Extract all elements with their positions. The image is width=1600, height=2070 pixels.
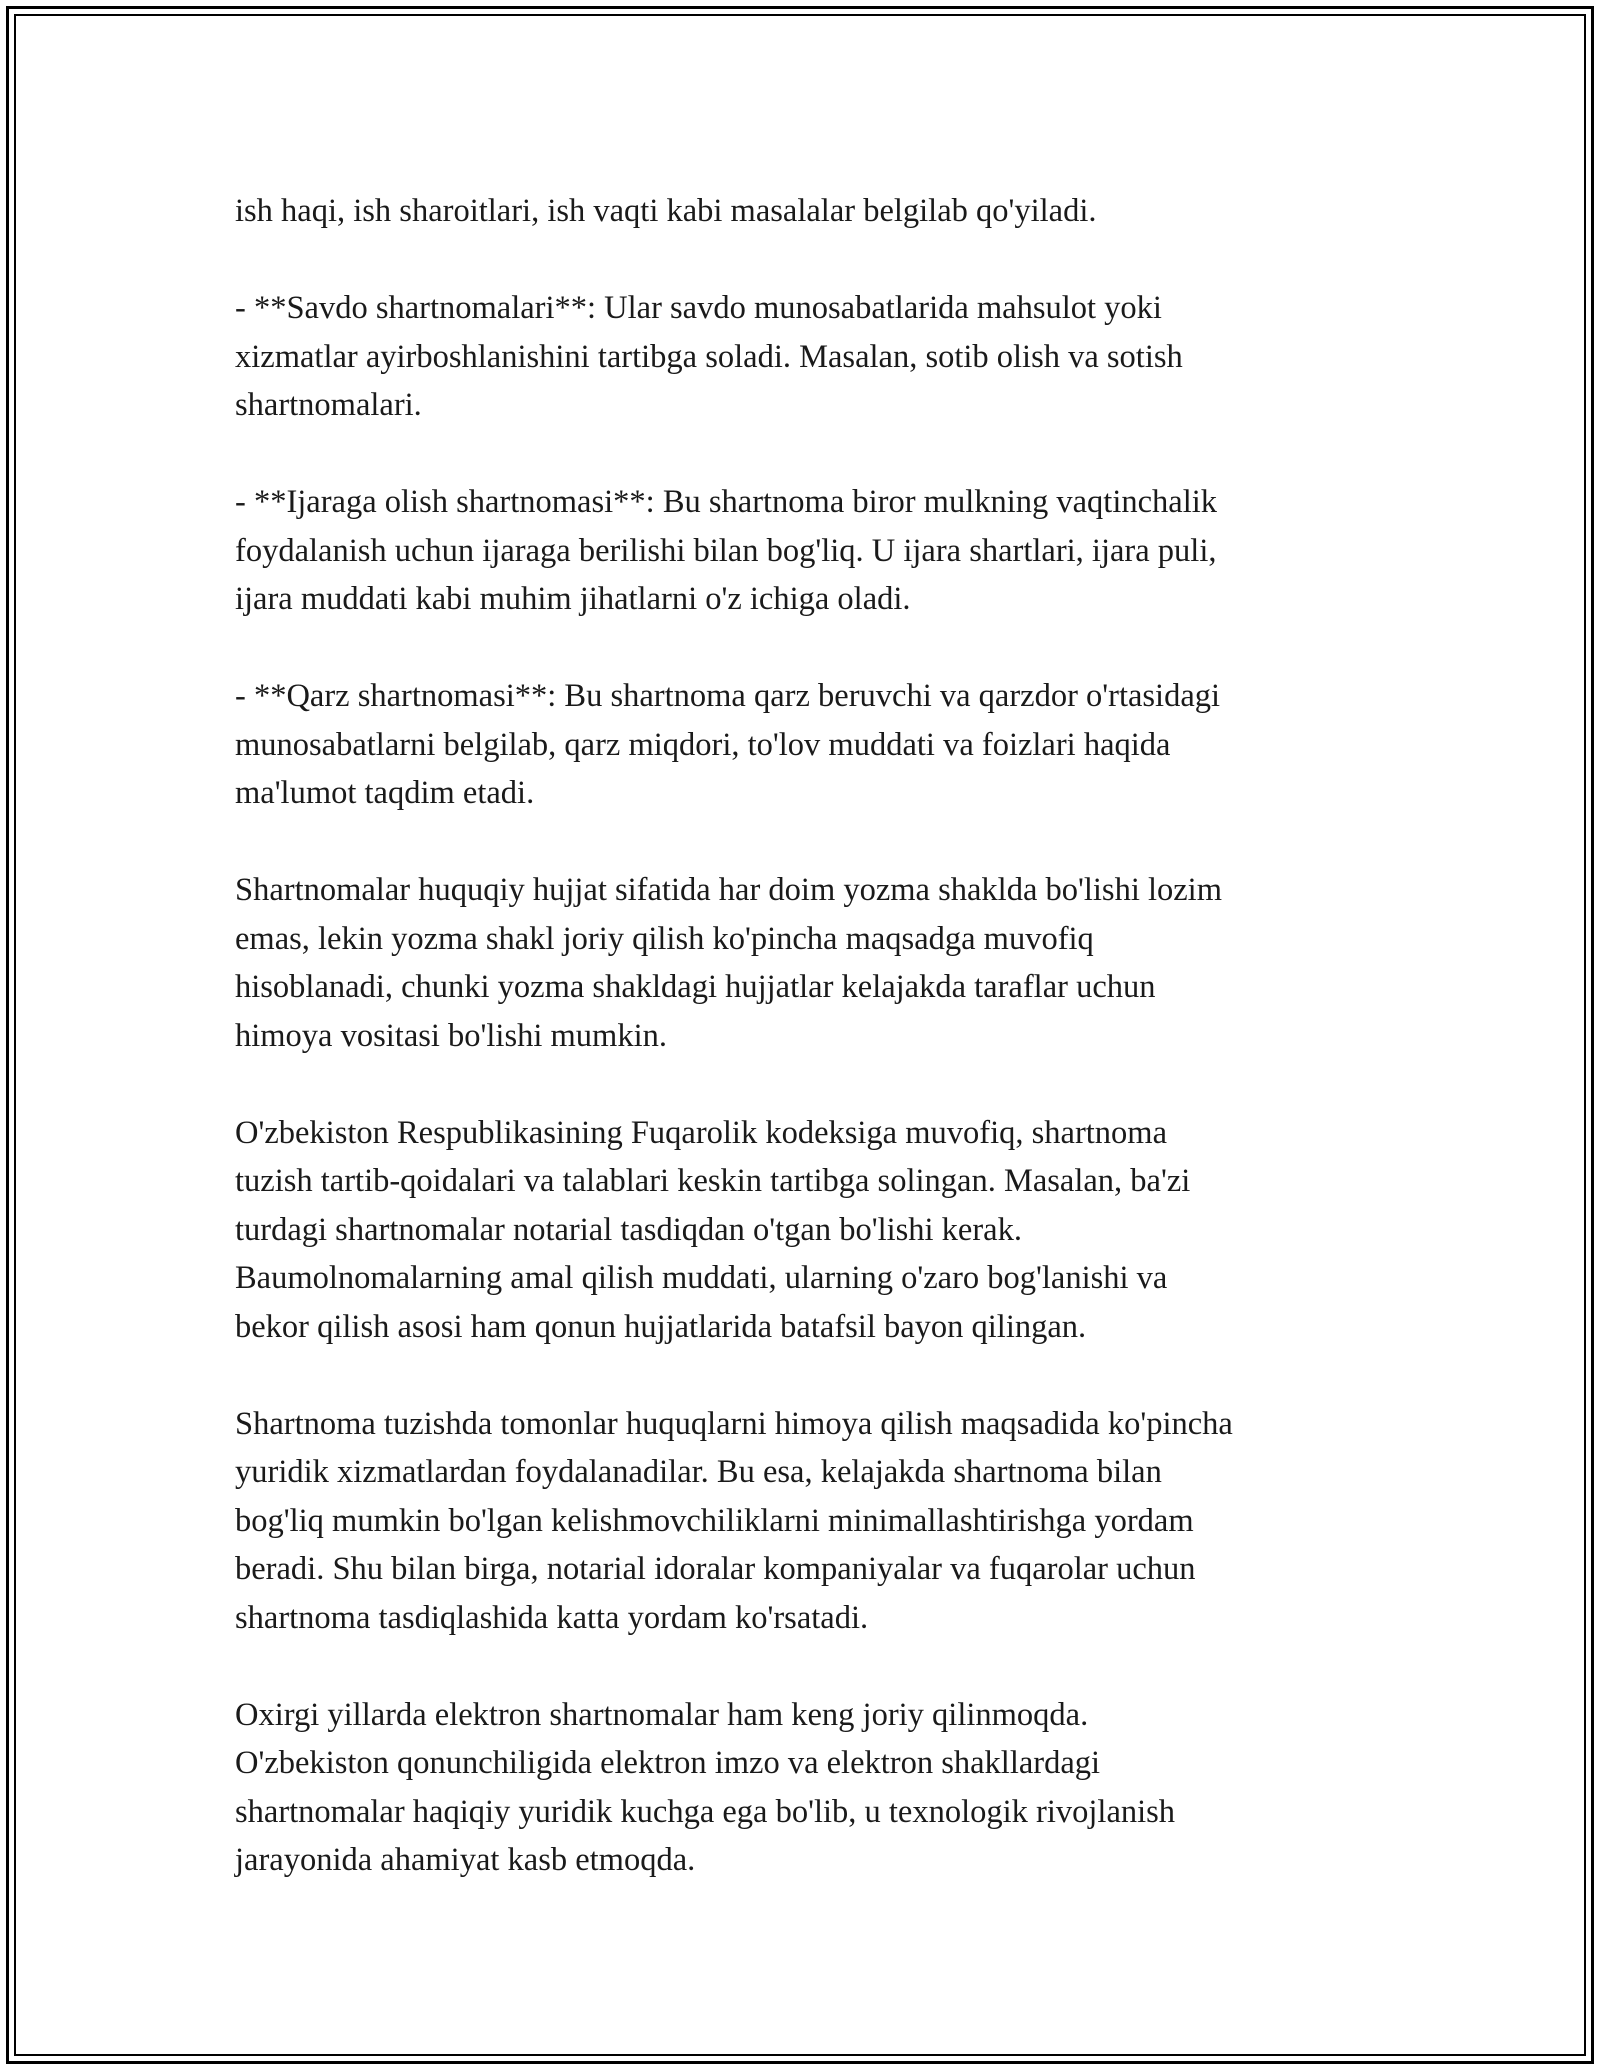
paragraph: [235, 1109, 1385, 1352]
text-line: shartnomalar haqiqiy yuridik kuchga ega bo'lib, u texnologik rivojlanish: [235, 1793, 1176, 1830]
text-line: xizmatlar ayirboshlanishini tartibga soladi. Masalan, sotib olish va sotish: [235, 338, 1183, 375]
text-line: Baumolnomalarning amal qilish muddati, ularning o'zaro bog'lanishi va: [235, 1260, 1168, 1296]
list-item-savdo: [235, 284, 1385, 430]
text-line: beradi. Shu bilan birga, notarial idoralar kompaniyalar va fuqarolar uchun: [235, 1551, 1196, 1587]
text-line: tuzish tartib-qoidalari va talablari keskin tartibga solingan. Masalan, ba'zi: [235, 1163, 1191, 1199]
text-line: hisoblanadi, chunki yozma shakldagi hujjatlar kelajakda taraflar uchun: [235, 969, 1156, 1005]
text-line: O'zbekiston qonunchiligida elektron imzo va elektron shakllardagi: [235, 1745, 1101, 1781]
text-line: emas, lekin yozma shakl joriy qilish ko'pincha maqsadga muvofiq: [235, 920, 1094, 957]
text-line: yuridik xizmatlardan foydalanadilar. Bu esa, kelajakda shartnoma bilan: [235, 1454, 1162, 1490]
document-body: [235, 187, 1385, 1933]
text-line: turdagi shartnomalar notarial tasdiqdan o'tgan bo'lishi kerak.: [235, 1211, 1022, 1248]
text-line: O'zbekiston Respublikasining Fuqarolik kodeksiga muvofiq, shartnoma: [235, 1114, 1167, 1151]
text-line: foydalanish uchun ijaraga berilishi bilan bog'liq. U ijara shartlari, ijara puli,: [235, 532, 1217, 569]
text-line: Oxirgi yillarda elektron shartnomalar ham keng joriy qilinmoqda.: [235, 1696, 1089, 1733]
text-line: himoya vositasi bo'lishi mumkin.: [235, 1017, 667, 1054]
text-line: Shartnomalar huquqiy hujjat sifatida har doim yozma shaklda bo'lishi lozim: [235, 872, 1222, 908]
text-line: - **Qarz shartnomasi**: Bu shartnoma qarz beruvchi va qarzdor o'rtasidagi: [235, 678, 1221, 714]
text-line: jarayonida ahamiyat kasb etmoqda.: [235, 1842, 696, 1878]
text-line: bekor qilish asosi ham qonun hujjatlarida batafsil bayon qilingan.: [235, 1308, 1087, 1345]
text-line: ish haqi, ish sharoitlari, ish vaqti kabi masalalar belgilab qo'yiladi.: [235, 193, 1097, 229]
text-line: munosabatlarni belgilab, qarz miqdori, to'lov muddati va foizlari haqida: [235, 726, 1171, 763]
list-item-ijaraga: [235, 478, 1385, 624]
paragraph: [235, 1691, 1385, 1885]
paragraph: [235, 187, 1385, 236]
list-item-qarz: [235, 672, 1385, 818]
text-line: - **Ijaraga olish shartnomasi**: Bu shartnoma biror mulkning vaqtinchalik: [235, 484, 1218, 520]
text-line: shartnomalari.: [235, 387, 422, 423]
paragraph: [235, 866, 1385, 1060]
text-line: Shartnoma tuzishda tomonlar huquqlarni himoya qilish maqsadida ko'pincha: [235, 1405, 1233, 1442]
text-line: ma'lumot taqdim etadi.: [235, 775, 535, 811]
text-line: - **Savdo shartnomalari**: Ular savdo munosabatlarida mahsulot yoki: [235, 290, 1162, 326]
text-line: ijara muddati kabi muhim jihatlarni o'z ichiga oladi.: [235, 581, 911, 617]
paragraph: [235, 1400, 1385, 1643]
text-line: bog'liq mumkin bo'lgan kelishmovchiliklarni minimallashtirishga yordam: [235, 1502, 1194, 1539]
text-line: shartnoma tasdiqlashida katta yordam ko'rsatadi.: [235, 1599, 869, 1636]
